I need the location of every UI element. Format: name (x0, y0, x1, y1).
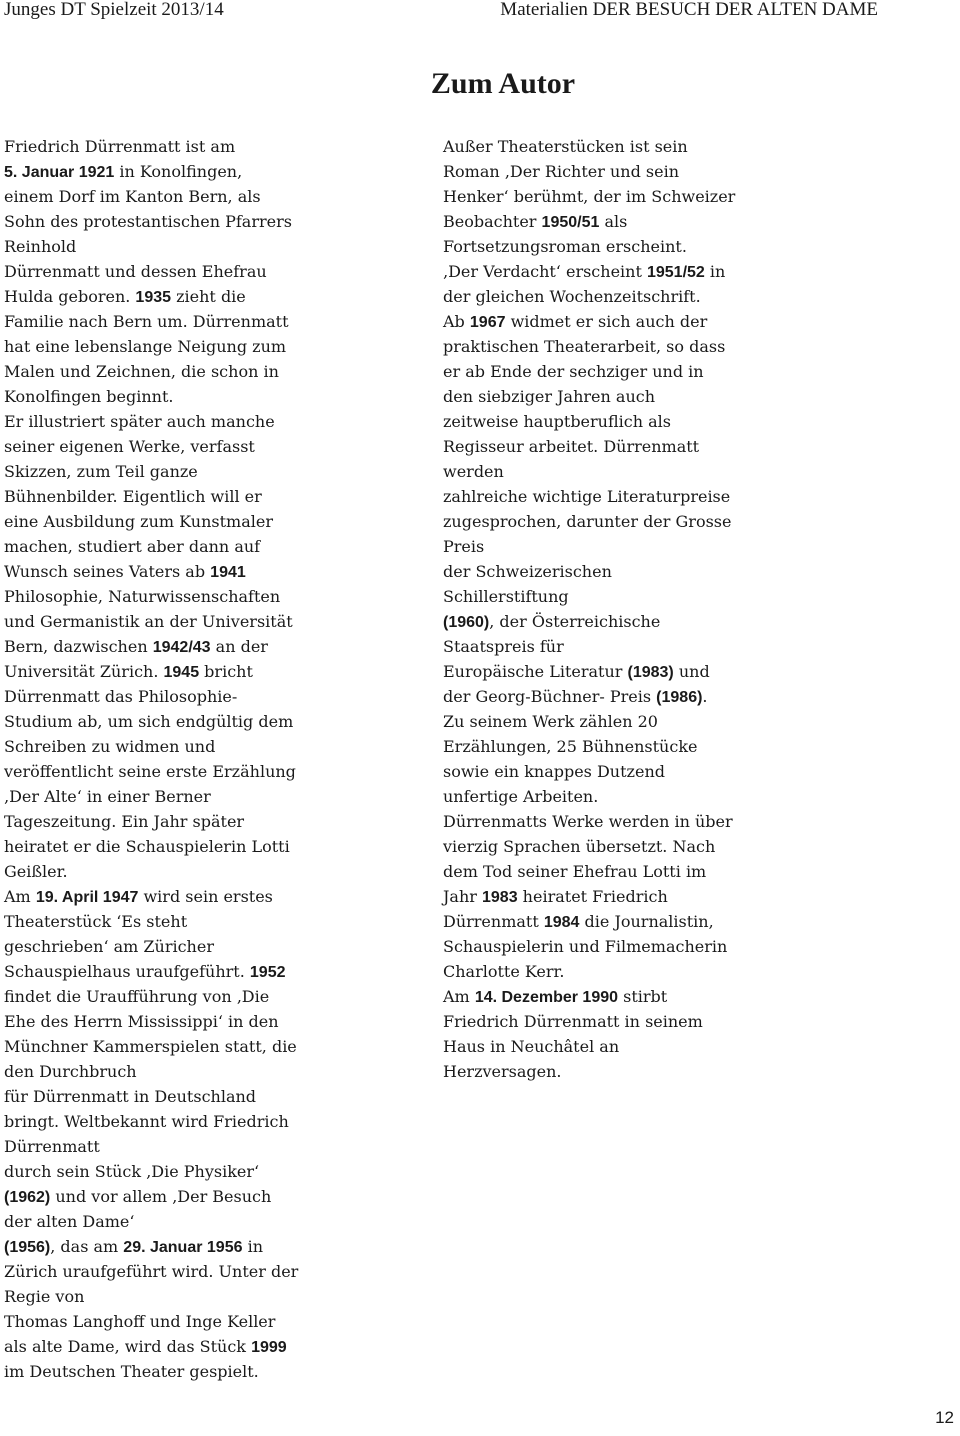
text-segment: zieht die (171, 287, 246, 306)
text-line (443, 684, 943, 709)
text-line (4, 209, 404, 234)
text-segment: , der Österreichische (489, 612, 661, 631)
text-line (4, 1359, 404, 1384)
text-segment: zugesprochen, darunter der Grosse (443, 512, 732, 531)
text-segment: Bühnenbilder. Eigentlich will er (4, 487, 262, 506)
text-segment: einem Dorf im Kanton Bern, als (4, 187, 261, 206)
text-segment: Bern, dazwischen (4, 637, 153, 656)
header-left: Junges DT Spielzeit 2013/14 (4, 0, 224, 20)
text-segment: Er illustriert später auch manche (4, 412, 275, 431)
text-line (4, 159, 404, 184)
text-segment: Familie nach Bern um. Dürrenmatt (4, 312, 289, 331)
text-line (4, 834, 404, 859)
date-highlight: (1983) (627, 664, 674, 681)
text-segment: und vor allem ‚Der Besuch (50, 1187, 272, 1206)
text-line (443, 159, 943, 184)
text-line (443, 659, 943, 684)
text-segment: Friedrich Dürrenmatt in seinem (443, 1012, 703, 1031)
text-line (443, 484, 943, 509)
text-segment: geschrieben‘ am Züricher (4, 937, 214, 956)
text-segment: an der (210, 637, 268, 656)
text-segment: heiratet Friedrich (517, 887, 668, 906)
text-line (4, 434, 404, 459)
text-segment: als alte Dame, wird das Stück (4, 1337, 252, 1356)
text-line (443, 1009, 943, 1034)
text-segment: ‚Der Verdacht‘ erscheint (443, 262, 647, 281)
text-segment: Charlotte Kerr. (443, 962, 565, 981)
text-segment: vierzig Sprachen übersetzt. Nach (443, 837, 716, 856)
date-highlight: 1942/43 (152, 639, 211, 656)
text-line (443, 559, 943, 584)
text-line (4, 1184, 404, 1209)
text-segment: im Deutschen Theater gespielt. (4, 1362, 259, 1381)
text-segment: der Schweizerischen (443, 562, 612, 581)
text-segment: in Konolfingen, (114, 162, 243, 181)
text-line (443, 884, 943, 909)
text-segment: in (704, 262, 726, 281)
text-segment: zeitweise hauptberuflich als (443, 412, 671, 431)
text-segment: Malen und Zeichnen, die schon in (4, 362, 279, 381)
text-line (443, 534, 943, 559)
text-segment: Beobachter (443, 212, 542, 231)
text-segment: Herzversagen. (443, 1062, 562, 1081)
date-highlight: 1935 (135, 289, 172, 306)
text-line (443, 1059, 943, 1084)
text-line (4, 234, 404, 259)
text-segment: Wunsch seines Vaters ab (4, 562, 211, 581)
text-line (4, 1334, 404, 1359)
text-line (443, 709, 943, 734)
text-segment: und (673, 662, 710, 681)
text-segment: der Georg-Büchner- Preis (443, 687, 657, 706)
text-line (4, 759, 404, 784)
text-segment: veröffentlicht seine erste Erzählung (4, 762, 296, 781)
text-line (4, 684, 404, 709)
text-segment: er ab Ende der sechziger und in (443, 362, 704, 381)
text-line (4, 559, 404, 584)
text-segment: Hulda geboren. (4, 287, 136, 306)
date-highlight: 1945 (163, 664, 200, 681)
text-line (4, 1284, 404, 1309)
text-line (443, 134, 943, 159)
text-line (4, 1259, 404, 1284)
text-line (443, 809, 943, 834)
text-line (4, 959, 404, 984)
text-line (4, 1034, 404, 1059)
text-segment: Friedrich Dürrenmatt ist am (4, 137, 236, 156)
date-highlight: 1952 (249, 964, 286, 981)
text-segment: für Dürrenmatt in Deutschland (4, 1087, 257, 1106)
text-line (443, 609, 943, 634)
text-line (4, 909, 404, 934)
text-segment: Dürrenmatt und dessen Ehefrau (4, 262, 267, 281)
text-line (4, 984, 404, 1009)
date-highlight: 1951/52 (646, 264, 705, 281)
text-segment: Erzählungen, 25 Bühnenstücke (443, 737, 698, 756)
text-line (4, 259, 404, 284)
text-segment: Reinhold (4, 237, 77, 256)
text-segment: hat eine lebenslange Neigung zum (4, 337, 287, 356)
text-segment: Schreiben zu widmen und (4, 737, 216, 756)
text-segment: Sohn des protestantischen Pfarrers (4, 212, 292, 231)
text-segment: seiner eigenen Werke, verfasst (4, 437, 255, 456)
text-line (4, 859, 404, 884)
text-line (4, 1059, 404, 1084)
text-segment: heiratet er die Schauspielerin Lotti (4, 837, 290, 856)
text-segment: Theaterstück ‘Es steht (4, 912, 188, 931)
text-line (4, 1209, 404, 1234)
text-segment: Schillerstiftung (443, 587, 569, 606)
text-segment: wird sein erstes (138, 887, 273, 906)
text-line (4, 1234, 404, 1259)
text-segment: Preis (443, 537, 485, 556)
text-segment: Dürrenmatt (4, 1137, 100, 1156)
text-segment: Geißler. (4, 862, 68, 881)
date-highlight: 1941 (210, 564, 246, 581)
text-segment: in (242, 1237, 264, 1256)
text-segment: Am (4, 887, 36, 906)
text-segment: Ehe des Herrn Mississippi‘ in den (4, 1012, 279, 1031)
text-line (4, 784, 404, 809)
text-segment: Münchner Kammerspielen statt, die (4, 1037, 297, 1056)
text-line (4, 384, 404, 409)
text-line (4, 309, 404, 334)
text-segment: Studium ab, um sich endgültig dem (4, 712, 294, 731)
text-line (4, 459, 404, 484)
text-line (4, 1084, 404, 1109)
date-highlight: (1986) (656, 689, 703, 706)
text-segment: Zu seinem Werk zählen 20 (443, 712, 658, 731)
page-title: Zum Autor (430, 67, 576, 100)
text-line (4, 584, 404, 609)
text-line (4, 484, 404, 509)
text-segment: werden (443, 462, 504, 481)
text-line (443, 634, 943, 659)
text-line (443, 934, 943, 959)
date-highlight: 1999 (251, 1339, 287, 1356)
text-line (443, 459, 943, 484)
text-line (4, 1134, 404, 1159)
text-segment: bringt. Weltbekannt wird Friedrich (4, 1112, 289, 1131)
date-highlight: 19. April 1947 (35, 889, 139, 906)
text-segment: unfertige Arbeiten. (443, 787, 599, 806)
text-segment: Dürrenmatt (443, 912, 544, 931)
text-segment: Universität Zürich. (4, 662, 164, 681)
text-line (4, 884, 404, 909)
text-segment: eine Ausbildung zum Kunstmaler (4, 512, 273, 531)
text-line (443, 284, 943, 309)
text-line (443, 359, 943, 384)
text-line (4, 709, 404, 734)
text-segment: Regie von (4, 1287, 85, 1306)
text-segment: durch sein Stück ‚Die Physiker‘ (4, 1162, 260, 1181)
date-highlight: (1960) (443, 614, 490, 631)
text-line (4, 334, 404, 359)
text-line (4, 609, 404, 634)
text-segment: sowie ein knappes Dutzend (443, 762, 665, 781)
text-segment: Dürrenmatts Werke werden in über (443, 812, 733, 831)
text-line (443, 309, 943, 334)
text-line (443, 259, 943, 284)
text-segment: Thomas Langhoff und Inge Keller (4, 1312, 276, 1331)
text-line (4, 134, 404, 159)
text-line (4, 509, 404, 534)
text-segment: Schauspielerin und Filmemacherin (443, 937, 728, 956)
text-segment: bricht (199, 662, 253, 681)
text-segment: . (702, 687, 708, 706)
text-line (443, 409, 943, 434)
text-line (4, 1159, 404, 1184)
text-segment: den siebziger Jahren auch (443, 387, 656, 406)
text-segment: Haus in Neuchâtel an (443, 1037, 620, 1056)
left-column (4, 134, 404, 1384)
text-segment: Ab (443, 312, 470, 331)
text-segment: Fortsetzungsroman erscheint. (443, 237, 687, 256)
text-line (4, 534, 404, 559)
date-highlight: 1984 (543, 914, 580, 931)
text-segment: praktischen Theaterarbeit, so dass (443, 337, 726, 356)
text-line (4, 359, 404, 384)
text-segment: stirbt (618, 987, 668, 1006)
text-segment: widmet er sich auch der (505, 312, 708, 331)
text-segment: findet die Uraufführung von ‚Die (4, 987, 270, 1006)
text-segment: Staatspreis für (443, 637, 564, 656)
text-segment: Schauspielhaus uraufgeführt. (4, 962, 250, 981)
text-line (443, 334, 943, 359)
text-segment: der gleichen Wochenzeitschrift. (443, 287, 701, 306)
text-line (4, 634, 404, 659)
text-line (4, 1009, 404, 1034)
text-line (443, 859, 943, 884)
date-highlight: 14. Dezember 1990 (474, 989, 619, 1006)
text-segment: Regisseur arbeitet. Dürrenmatt (443, 437, 700, 456)
text-segment: Außer Theaterstücken ist sein (443, 137, 688, 156)
date-highlight: 1950/51 (541, 214, 600, 231)
text-segment: Dürrenmatt das Philosophie- (4, 687, 238, 706)
text-line (4, 409, 404, 434)
text-line (443, 909, 943, 934)
text-segment: machen, studiert aber dann auf (4, 537, 261, 556)
text-line (443, 959, 943, 984)
text-segment: die Journalistin, (579, 912, 714, 931)
text-line (4, 809, 404, 834)
text-line (443, 784, 943, 809)
text-line (443, 584, 943, 609)
text-segment: Henker‘ berühmt, der im Schweizer (443, 187, 736, 206)
text-line (443, 509, 943, 534)
text-segment: , das am (50, 1237, 124, 1256)
text-line (443, 734, 943, 759)
text-line (443, 434, 943, 459)
text-line (4, 659, 404, 684)
text-line (4, 934, 404, 959)
text-line (4, 1309, 404, 1334)
text-segment: der alten Dame‘ (4, 1212, 135, 1231)
text-line (443, 234, 943, 259)
date-highlight: 1983 (482, 889, 518, 906)
date-highlight: 1967 (469, 314, 506, 331)
text-segment: den Durchbruch (4, 1062, 137, 1081)
page-number: 12 (935, 1408, 954, 1427)
text-line (443, 834, 943, 859)
text-line (443, 1034, 943, 1059)
text-segment: Zürich uraufgeführt wird. Unter der (4, 1262, 299, 1281)
date-highlight: 5. Januar 1921 (4, 164, 115, 181)
text-line (443, 384, 943, 409)
text-segment: Philosophie, Naturwissenschaften (4, 587, 281, 606)
date-highlight: (1962) (4, 1189, 51, 1206)
text-line (443, 759, 943, 784)
date-highlight: 29. Januar 1956 (123, 1239, 243, 1256)
text-segment: Roman ‚Der Richter und sein (443, 162, 679, 181)
date-highlight: (1956) (4, 1239, 51, 1256)
text-segment: Tageszeitung. Ein Jahr später (4, 812, 245, 831)
text-line (443, 184, 943, 209)
right-column (443, 134, 943, 1084)
text-segment: Jahr (443, 887, 482, 906)
text-segment: ‚Der Alte‘ in einer Berner (4, 787, 211, 806)
text-line (4, 734, 404, 759)
text-segment: dem Tod seiner Ehefrau Lotti im (443, 862, 707, 881)
text-segment: als (599, 212, 628, 231)
text-line (443, 209, 943, 234)
header-right: Materialien DER BESUCH DER ALTEN DAME (500, 0, 878, 20)
text-line (443, 984, 943, 1009)
text-segment: Am (443, 987, 475, 1006)
text-line (4, 184, 404, 209)
text-line (4, 1109, 404, 1134)
text-segment: Skizzen, zum Teil ganze (4, 462, 198, 481)
text-segment: Europäische Literatur (443, 662, 628, 681)
text-segment: und Germanistik an der Universität (4, 612, 293, 631)
text-segment: zahlreiche wichtige Literaturpreise (443, 487, 731, 506)
text-line (4, 284, 404, 309)
text-segment: Konolfingen beginnt. (4, 387, 174, 406)
